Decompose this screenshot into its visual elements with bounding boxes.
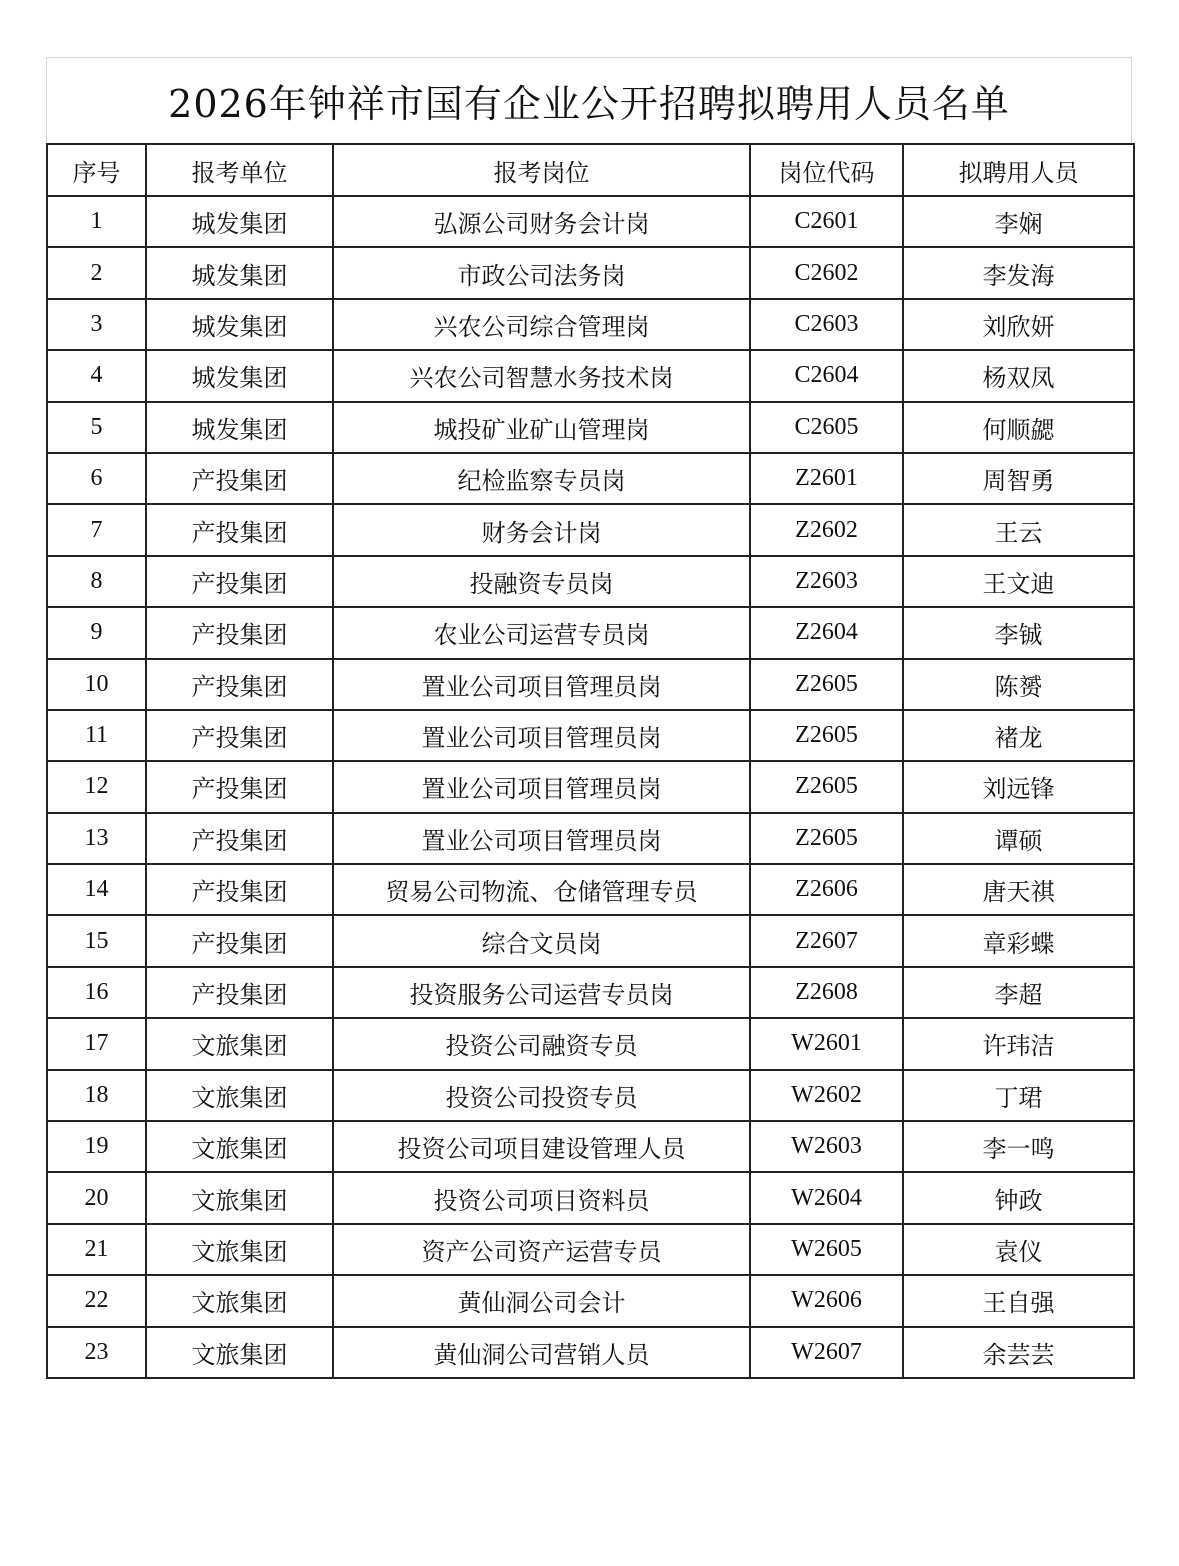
row-name: 章彩蝶	[903, 915, 1134, 966]
table-row	[47, 247, 1134, 298]
row-unit: 文旅集团	[146, 1327, 333, 1378]
row-number: 13	[47, 813, 146, 864]
table-row	[47, 1018, 1134, 1069]
table-row	[47, 504, 1134, 555]
row-position: 置业公司项目管理员岗	[333, 710, 750, 761]
row-number: 7	[47, 504, 146, 555]
row-name: 钟政	[903, 1172, 1134, 1223]
row-position: 投资服务公司运营专员岗	[333, 967, 750, 1018]
document-header	[46, 57, 1132, 143]
row-name: 唐天祺	[903, 864, 1134, 915]
row-number: 19	[47, 1121, 146, 1172]
column-header-unit: 报考单位	[146, 144, 333, 196]
row-name: 谭硕	[903, 813, 1134, 864]
row-position: 投资公司融资专员	[333, 1018, 750, 1069]
row-code: C2602	[750, 247, 903, 298]
row-position: 置业公司项目管理员岗	[333, 813, 750, 864]
row-code: W2607	[750, 1327, 903, 1378]
row-position: 纪检监察专员岗	[333, 453, 750, 504]
table-row	[47, 813, 1134, 864]
table-row	[47, 350, 1134, 401]
row-code: Z2607	[750, 915, 903, 966]
row-position: 置业公司项目管理员岗	[333, 659, 750, 710]
row-name: 王文迪	[903, 556, 1134, 607]
table-row	[47, 1327, 1134, 1378]
row-unit: 城发集团	[146, 350, 333, 401]
row-number: 21	[47, 1224, 146, 1275]
table-row	[47, 1121, 1134, 1172]
table-row	[47, 556, 1134, 607]
row-position: 弘源公司财务会计岗	[333, 196, 750, 247]
row-number: 9	[47, 607, 146, 658]
row-code: Z2602	[750, 504, 903, 555]
row-unit: 城发集团	[146, 196, 333, 247]
row-name: 褚龙	[903, 710, 1134, 761]
row-code: C2601	[750, 196, 903, 247]
table-body	[47, 196, 1134, 1378]
row-code: C2603	[750, 299, 903, 350]
row-position: 黄仙洞公司营销人员	[333, 1327, 750, 1378]
row-code: W2606	[750, 1275, 903, 1326]
row-name: 许玮洁	[903, 1018, 1134, 1069]
row-number: 14	[47, 864, 146, 915]
row-code: Z2605	[750, 813, 903, 864]
row-unit: 产投集团	[146, 761, 333, 812]
row-code: Z2604	[750, 607, 903, 658]
row-position: 投资公司项目建设管理人员	[333, 1121, 750, 1172]
row-name: 王自强	[903, 1275, 1134, 1326]
row-name: 何顺勰	[903, 402, 1134, 453]
row-position: 投融资专员岗	[333, 556, 750, 607]
row-unit: 文旅集团	[146, 1070, 333, 1121]
row-unit: 产投集团	[146, 967, 333, 1018]
row-name: 李超	[903, 967, 1134, 1018]
row-code: W2602	[750, 1070, 903, 1121]
row-unit: 产投集团	[146, 453, 333, 504]
row-number: 23	[47, 1327, 146, 1378]
row-number: 22	[47, 1275, 146, 1326]
row-name: 李娴	[903, 196, 1134, 247]
row-code: Z2605	[750, 710, 903, 761]
row-code: Z2608	[750, 967, 903, 1018]
table-header-row	[47, 144, 1134, 196]
row-name: 袁仪	[903, 1224, 1134, 1275]
row-unit: 文旅集团	[146, 1224, 333, 1275]
row-code: Z2606	[750, 864, 903, 915]
row-position: 城投矿业矿山管理岗	[333, 402, 750, 453]
table-row	[47, 1172, 1134, 1223]
row-number: 15	[47, 915, 146, 966]
table-row	[47, 659, 1134, 710]
row-number: 6	[47, 453, 146, 504]
row-unit: 产投集团	[146, 556, 333, 607]
row-code: W2605	[750, 1224, 903, 1275]
row-name: 陈赟	[903, 659, 1134, 710]
row-unit: 产投集团	[146, 504, 333, 555]
row-position: 农业公司运营专员岗	[333, 607, 750, 658]
row-unit: 文旅集团	[146, 1121, 333, 1172]
row-position: 市政公司法务岗	[333, 247, 750, 298]
row-position: 投资公司投资专员	[333, 1070, 750, 1121]
table-row	[47, 1070, 1134, 1121]
row-unit: 城发集团	[146, 247, 333, 298]
row-number: 11	[47, 710, 146, 761]
table-row	[47, 453, 1134, 504]
row-number: 2	[47, 247, 146, 298]
row-code: Z2605	[750, 659, 903, 710]
row-position: 贸易公司物流、仓储管理专员	[333, 864, 750, 915]
document-title: 2026年钟祥市国有企业公开招聘拟聘用人员名单	[168, 82, 1010, 126]
row-position: 投资公司项目资料员	[333, 1172, 750, 1223]
row-number: 1	[47, 196, 146, 247]
row-code: C2604	[750, 350, 903, 401]
row-number: 5	[47, 402, 146, 453]
row-number: 3	[47, 299, 146, 350]
row-unit: 产投集团	[146, 710, 333, 761]
row-number: 16	[47, 967, 146, 1018]
table-row	[47, 1275, 1134, 1326]
row-unit: 文旅集团	[146, 1018, 333, 1069]
row-name: 丁珺	[903, 1070, 1134, 1121]
row-code: W2601	[750, 1018, 903, 1069]
row-unit: 城发集团	[146, 402, 333, 453]
row-number: 4	[47, 350, 146, 401]
column-header-position: 报考岗位	[333, 144, 750, 196]
table-row	[47, 967, 1134, 1018]
row-position: 兴农公司综合管理岗	[333, 299, 750, 350]
row-unit: 城发集团	[146, 299, 333, 350]
row-number: 17	[47, 1018, 146, 1069]
row-position: 置业公司项目管理员岗	[333, 761, 750, 812]
column-header-name: 拟聘用人员	[903, 144, 1134, 196]
table-row	[47, 915, 1134, 966]
row-position: 黄仙洞公司会计	[333, 1275, 750, 1326]
row-name: 王云	[903, 504, 1134, 555]
table-row	[47, 1224, 1134, 1275]
row-position: 财务会计岗	[333, 504, 750, 555]
table-row	[47, 761, 1134, 812]
row-name: 李铖	[903, 607, 1134, 658]
row-position: 兴农公司智慧水务技术岗	[333, 350, 750, 401]
row-code: C2605	[750, 402, 903, 453]
row-name: 刘远锋	[903, 761, 1134, 812]
row-number: 12	[47, 761, 146, 812]
row-name: 余芸芸	[903, 1327, 1134, 1378]
row-name: 周智勇	[903, 453, 1134, 504]
row-number: 20	[47, 1172, 146, 1223]
row-number: 10	[47, 659, 146, 710]
row-unit: 产投集团	[146, 607, 333, 658]
row-name: 刘欣妍	[903, 299, 1134, 350]
table-row	[47, 864, 1134, 915]
column-header-number: 序号	[47, 144, 146, 196]
table-row	[47, 710, 1134, 761]
row-name: 杨双凤	[903, 350, 1134, 401]
row-unit: 文旅集团	[146, 1172, 333, 1223]
row-unit: 产投集团	[146, 864, 333, 915]
row-position: 资产公司资产运营专员	[333, 1224, 750, 1275]
row-name: 李一鸣	[903, 1121, 1134, 1172]
row-unit: 产投集团	[146, 915, 333, 966]
row-position: 综合文员岗	[333, 915, 750, 966]
row-code: W2604	[750, 1172, 903, 1223]
row-code: Z2601	[750, 453, 903, 504]
table-row	[47, 299, 1134, 350]
hiring-roster-table	[46, 143, 1135, 1379]
table-row	[47, 402, 1134, 453]
row-number: 8	[47, 556, 146, 607]
column-header-code: 岗位代码	[750, 144, 903, 196]
row-number: 18	[47, 1070, 146, 1121]
row-code: W2603	[750, 1121, 903, 1172]
row-code: Z2603	[750, 556, 903, 607]
table-row	[47, 607, 1134, 658]
row-unit: 文旅集团	[146, 1275, 333, 1326]
row-unit: 产投集团	[146, 659, 333, 710]
table-row	[47, 196, 1134, 247]
row-name: 李发海	[903, 247, 1134, 298]
row-unit: 产投集团	[146, 813, 333, 864]
row-code: Z2605	[750, 761, 903, 812]
